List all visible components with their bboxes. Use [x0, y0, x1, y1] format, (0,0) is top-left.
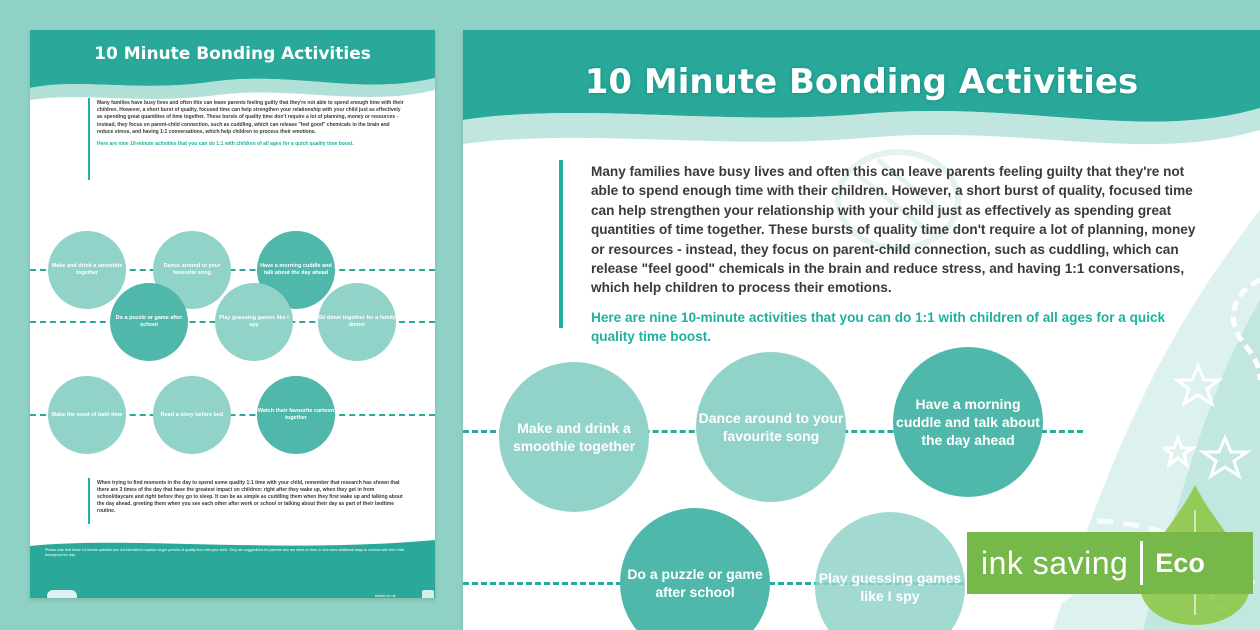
thumbnail-title: 10 Minute Bonding Activities — [94, 44, 371, 64]
activity-circle: Dance around to your favourite song — [153, 231, 231, 309]
page-title: 10 Minute Bonding Activities — [584, 62, 1139, 102]
thumbnail-intro — [97, 100, 407, 153]
brand-logo — [47, 590, 77, 598]
activity-circle: Dance around to your favourite song — [696, 352, 846, 502]
star-icons — [1163, 360, 1260, 500]
intro-highlight: Here are nine 10-minute activities that you can do 1:1 with children of all ages for a quick quality time boost. — [591, 309, 1166, 345]
activity-circle: Play guessing games like I spy — [215, 283, 293, 361]
activity-circle: Play guessing games like I spy — [815, 512, 965, 630]
badge-icon — [422, 590, 434, 598]
activity-circle: Read a story before bed — [153, 376, 231, 454]
activity-circle: Make and drink a smoothie together — [499, 362, 649, 512]
activity-circle: Do a puzzle or game after school — [620, 508, 770, 630]
intro-text: Many families have busy lives and often this can leave parents feeling guilty that they're not able to spend enough time with their children. However, a short burst of quality, focused time can help strengthen your relationship with your child just as effectively as spending great quantities of time together. These bursts of quality time don't require a lot of planning, money or resources - instead, they focus on parent-child connection, such as cuddling, which can release "feel good" chemicals in the brain and reduce stress, and having 1:1 conversations, which help children to process their emotions. — [97, 100, 404, 135]
activity-circle: Do a puzzle or game after school — [110, 283, 188, 361]
intro-text: Many families have busy lives and often this can leave parents feeling guilty that they're not able to spend enough time with their children. However, a short burst of quality, focused time can help strengthen your relationship with your child just as effectively as spending great quantities of time together. These bursts of quality time don't require a lot of planning, money or resources - instead, they focus on parent-child connection, such as cuddling, which can release "feel good" chemicals in the brain and reduce stress, and having 1:1 conversations, which help children to process their emotions. — [591, 164, 1196, 296]
eco-label: Eco — [1155, 547, 1205, 578]
ink-saving-badge — [967, 532, 1253, 594]
activity-circle: Make and drink a smoothie together — [48, 231, 126, 309]
website-text: twinkl.co.uk — [375, 593, 396, 598]
thumbnail-outro: When trying to find moments in the day to spend some quality 1:1 time with your child, remember that research has shown that there are 3 times of the day that have the greatest impact on children: right after they wake up, when they get in from school/daycare and right before they go to sleep. It can be as simple as cuddling them when they first wake up and talking about the day ahead, greeting them when you see each other after work or school or talking about their day as part of their bedtime routine. — [97, 480, 403, 514]
outro-bar — [88, 478, 90, 524]
activity-circle: Sit down together for a family dinner — [318, 283, 396, 361]
thumbnail-page — [30, 30, 435, 598]
intro-highlight: Here are nine 10-minute activities that you can do 1:1 with children of all ages for a quick quality time boost. — [97, 141, 354, 148]
activity-circle: Watch their favourite cartoon together — [257, 376, 335, 454]
intro-block — [591, 162, 1206, 357]
activity-circle: Make the most of bath time — [48, 376, 126, 454]
intro-bar — [88, 98, 90, 180]
activity-circle: Have a morning cuddle and talk about the day ahead — [257, 231, 335, 309]
thumbnail-footnote: Please note that these 10-minute activities are not intended to replace longer periods of quality time with your child. They are suggestions for parents who are short on time or who want additional ways to connect with their child throughout the day. — [45, 548, 405, 557]
activity-circle: Have a morning cuddle and talk about the day ahead — [893, 347, 1043, 497]
badge-divider — [1140, 541, 1143, 585]
ink-saving-label: ink saving — [981, 544, 1129, 581]
intro-bar — [559, 160, 563, 328]
